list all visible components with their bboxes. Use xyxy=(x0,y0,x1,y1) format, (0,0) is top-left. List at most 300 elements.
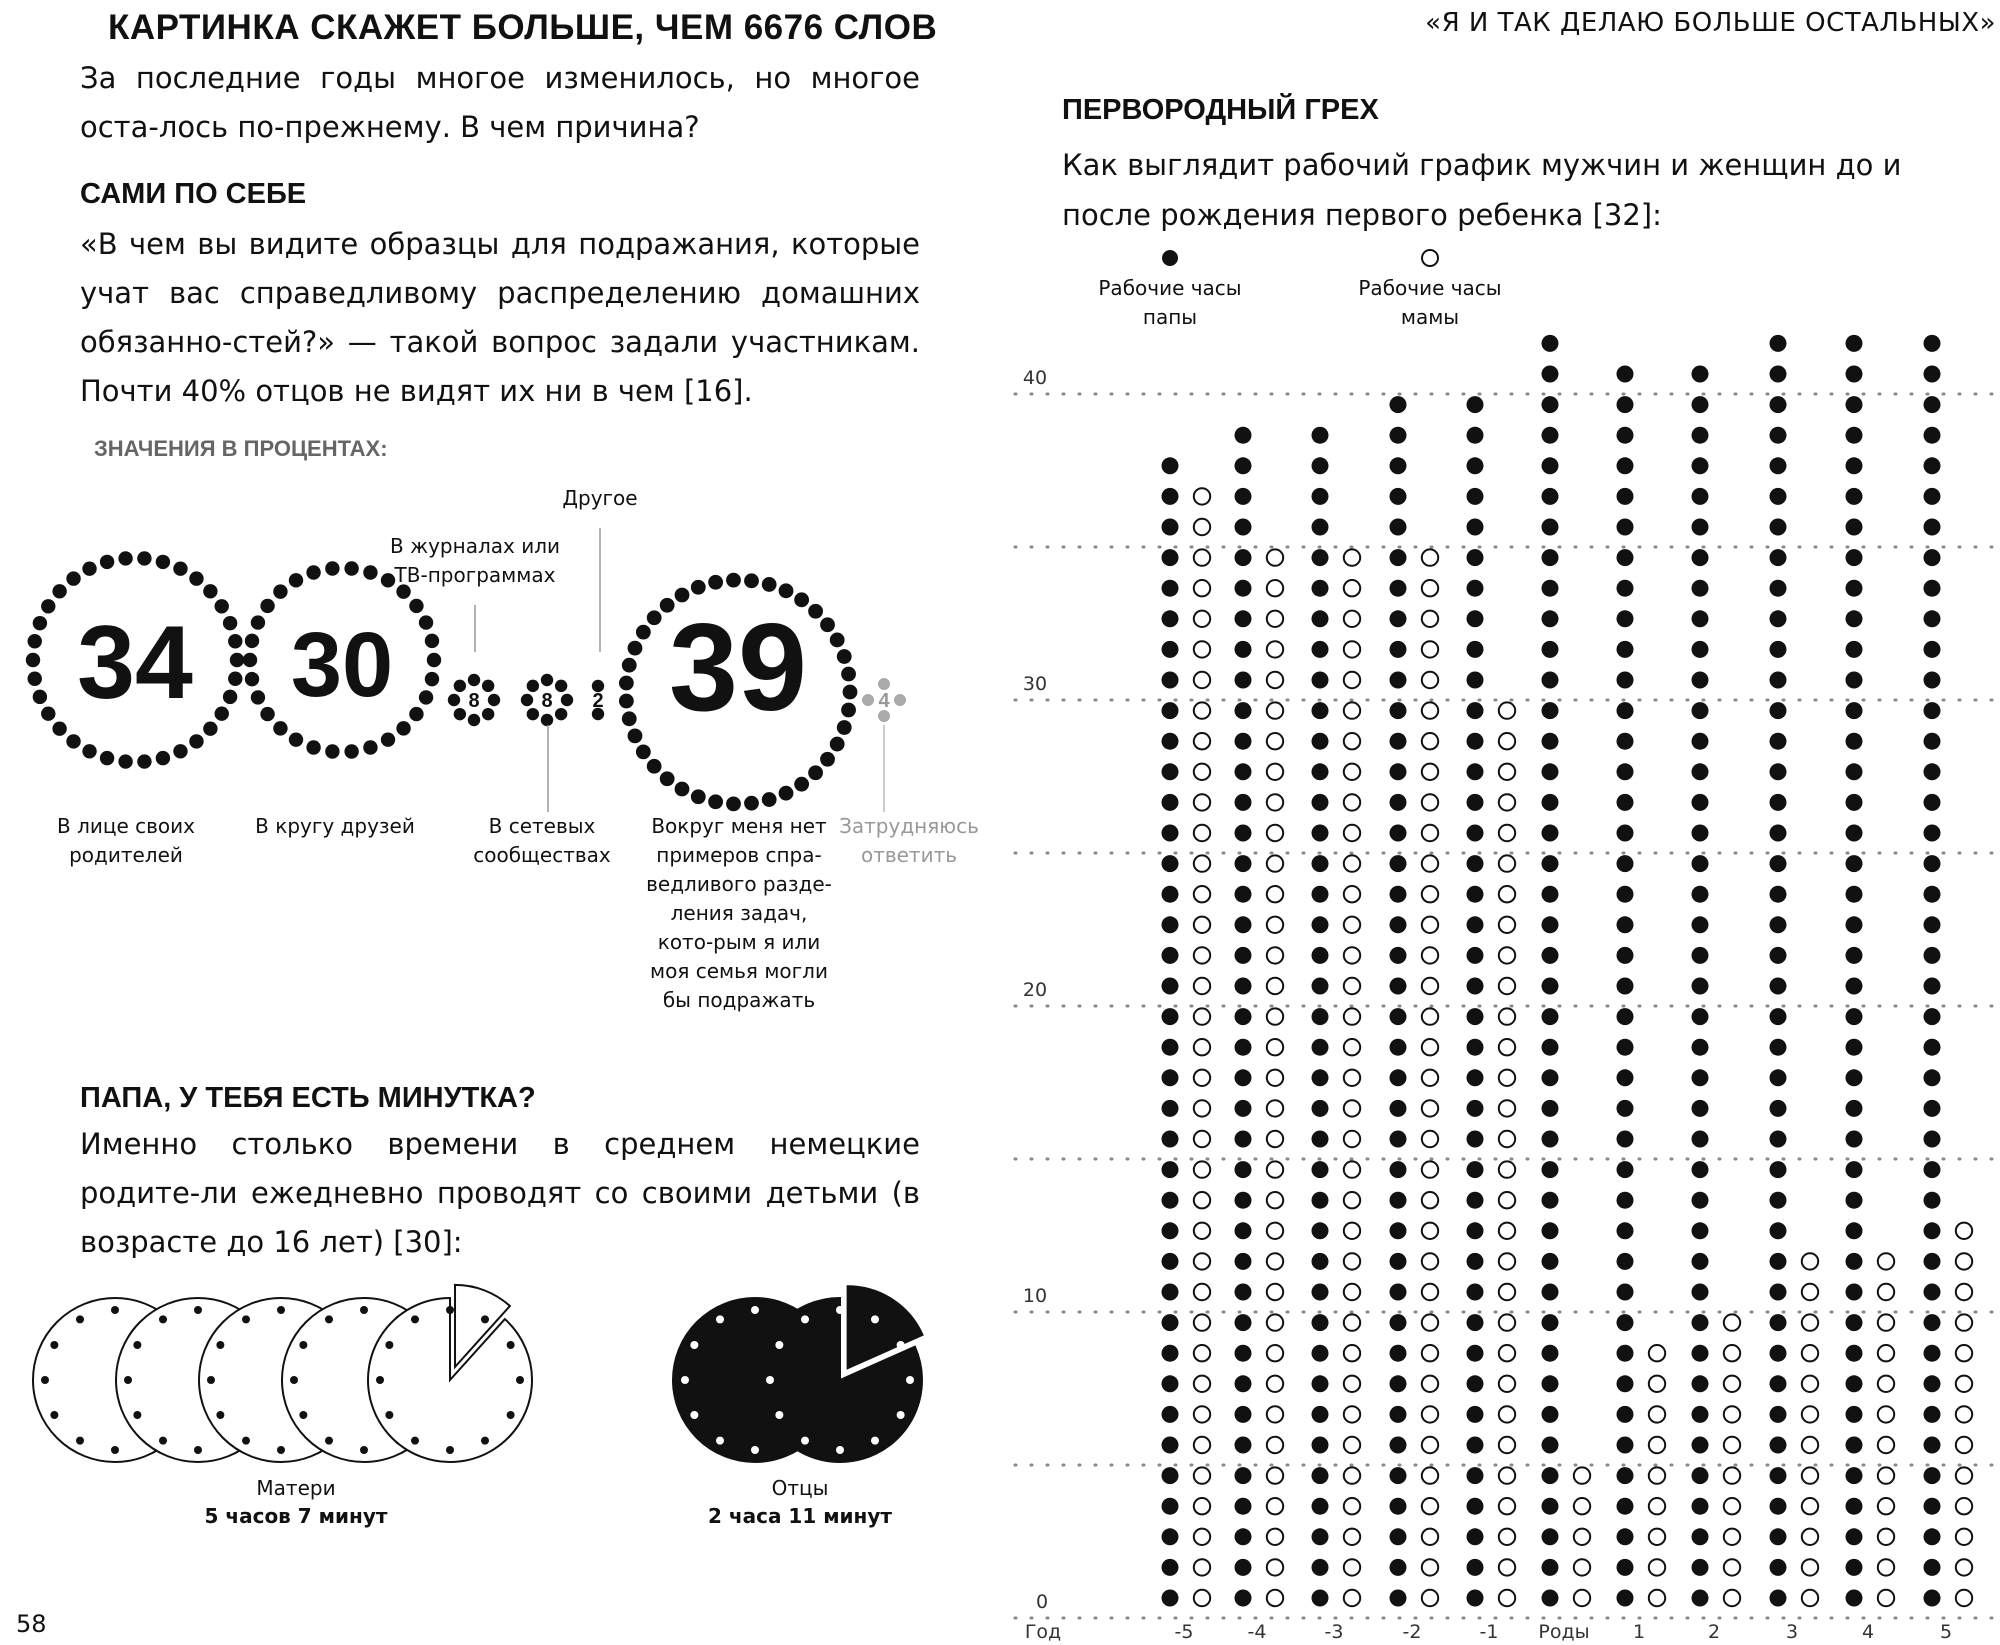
mother-hour-dot xyxy=(1194,580,1210,596)
father-hour-dot xyxy=(1542,886,1559,903)
x-tick-label: -2 xyxy=(1402,1621,1422,1643)
clock-tick xyxy=(507,1411,515,1419)
x-tick-label: -5 xyxy=(1174,1621,1194,1643)
father-hour-dot xyxy=(1692,947,1709,964)
father-hour-dot xyxy=(1846,1253,1863,1270)
clock-tick xyxy=(766,1376,774,1384)
father-hour-dot xyxy=(1235,794,1252,811)
father-hour-dot xyxy=(1467,794,1484,811)
father-hour-dot xyxy=(1924,763,1941,780)
father-hour-dot xyxy=(1924,427,1941,444)
father-hour-dot xyxy=(1467,947,1484,964)
mother-hour-dot xyxy=(1724,1559,1740,1575)
father-hour-dot xyxy=(1846,396,1863,413)
mother-hour-dot xyxy=(1267,1498,1283,1514)
mother-hour-dot xyxy=(1344,1529,1360,1545)
ring-dot xyxy=(622,711,637,726)
father-hour-dot xyxy=(1692,1590,1709,1607)
mother-hour-dot xyxy=(1194,611,1210,627)
mother-hour-dot xyxy=(1878,1467,1894,1483)
father-hour-dot xyxy=(1162,1314,1179,1331)
ring-dot xyxy=(762,792,777,807)
father-hour-dot xyxy=(1162,1008,1179,1025)
father-hour-dot xyxy=(1924,549,1941,566)
mother-hour-dot xyxy=(1956,1253,1972,1269)
father-hour-dot xyxy=(1692,702,1709,719)
ring-dot xyxy=(878,678,890,690)
father-hour-dot xyxy=(1846,366,1863,383)
mother-hour-dot xyxy=(1499,1590,1515,1606)
father-hour-dot xyxy=(1390,1375,1407,1392)
clock-tick xyxy=(411,1437,419,1445)
mother-hour-dot xyxy=(1422,1192,1438,1208)
father-hour-dot xyxy=(1617,396,1634,413)
ring-dot xyxy=(344,744,358,758)
father-hour-dot xyxy=(1846,519,1863,536)
x-tick-label: -1 xyxy=(1479,1621,1499,1643)
father-hour-dot xyxy=(1924,610,1941,627)
mother-hour-dot xyxy=(1499,1437,1515,1453)
father-hour-dot xyxy=(1162,1590,1179,1607)
ring-dot xyxy=(762,577,777,592)
father-hour-dot xyxy=(1542,1222,1559,1239)
y-tick-label: 10 xyxy=(1022,1285,1048,1307)
mother-hour-dot xyxy=(1499,1529,1515,1545)
mother-hour-dot xyxy=(1422,1529,1438,1545)
value-39: 39 xyxy=(669,599,807,737)
clock-tick xyxy=(124,1376,132,1384)
father-hour-dot xyxy=(1924,1161,1941,1178)
ring-dot xyxy=(251,690,265,704)
clocks-figure xyxy=(0,1280,1000,1480)
mother-hour-dot xyxy=(1422,733,1438,749)
father-hour-dot xyxy=(1467,1406,1484,1423)
ring-dot xyxy=(228,672,242,686)
running-head: «Я И ТАК ДЕЛАЮ БОЛЬШЕ ОСТАЛЬНЫХ» xyxy=(1425,8,1996,38)
father-hour-dot xyxy=(1390,825,1407,842)
ring-dot xyxy=(841,703,856,718)
x-tick-label: Роды xyxy=(1538,1621,1590,1643)
father-hour-dot xyxy=(1390,519,1407,536)
mother-hour-dot xyxy=(1499,733,1515,749)
mother-hour-dot xyxy=(1878,1529,1894,1545)
father-hour-dot xyxy=(1162,672,1179,689)
clock-tick xyxy=(801,1315,809,1323)
ring-dot xyxy=(245,672,259,686)
father-hour-dot xyxy=(1542,1039,1559,1056)
mother-hour-dot xyxy=(1194,549,1210,565)
mother-hour-dot xyxy=(1344,947,1360,963)
clock-tick xyxy=(681,1376,689,1384)
mother-hour-dot xyxy=(1344,1223,1360,1239)
father-hour-dot xyxy=(1467,1437,1484,1454)
mother-hour-dot xyxy=(1956,1406,1972,1422)
father-hour-dot xyxy=(1312,549,1329,566)
father-hour-dot xyxy=(1235,1131,1252,1148)
father-hour-dot xyxy=(1312,1528,1329,1545)
mother-hour-dot xyxy=(1422,580,1438,596)
father-hour-dot xyxy=(1770,1559,1787,1576)
mother-hour-dot xyxy=(1267,1467,1283,1483)
father-hour-dot xyxy=(1312,1467,1329,1484)
ring-dot xyxy=(660,771,675,786)
clock-tick xyxy=(871,1437,879,1445)
father-hour-dot xyxy=(1467,580,1484,597)
father-hour-dot xyxy=(1390,641,1407,658)
ring-dot xyxy=(482,680,494,692)
father-hour-dot xyxy=(1542,1498,1559,1515)
clock-tick xyxy=(690,1341,698,1349)
father-hour-dot xyxy=(1312,1192,1329,1209)
mother-hour-dot xyxy=(1878,1559,1894,1575)
father-hour-dot xyxy=(1390,1284,1407,1301)
father-hour-dot xyxy=(1312,1131,1329,1148)
ring-dot xyxy=(527,708,539,720)
father-hour-dot xyxy=(1770,1222,1787,1239)
mother-hour-dot xyxy=(1267,1008,1283,1024)
father-hour-dot xyxy=(1770,1406,1787,1423)
ring-dot xyxy=(203,722,217,736)
father-hour-dot xyxy=(1390,947,1407,964)
mother-hour-dot xyxy=(1724,1406,1740,1422)
ring-dot xyxy=(843,685,858,700)
father-hour-dot xyxy=(1390,1069,1407,1086)
ring-dot xyxy=(26,653,40,667)
father-hour-dot xyxy=(1542,1375,1559,1392)
father-hour-dot xyxy=(1542,1437,1559,1454)
clock-tick xyxy=(716,1437,724,1445)
father-hour-dot xyxy=(1235,1528,1252,1545)
father-hour-dot xyxy=(1235,978,1252,995)
mother-hour-dot xyxy=(1194,978,1210,994)
father-hour-dot xyxy=(1162,488,1179,505)
father-hour-dot xyxy=(1162,763,1179,780)
father-hour-dot xyxy=(1770,763,1787,780)
father-hour-dot xyxy=(1924,1039,1941,1056)
father-hour-dot xyxy=(1390,1314,1407,1331)
mother-hour-dot xyxy=(1956,1376,1972,1392)
mother-hour-dot xyxy=(1802,1559,1818,1575)
mother-hour-dot xyxy=(1194,1345,1210,1361)
mother-hour-dot xyxy=(1649,1529,1665,1545)
mother-hour-dot xyxy=(1194,917,1210,933)
mother-hour-dot xyxy=(1267,1437,1283,1453)
mother-hour-dot xyxy=(1422,947,1438,963)
ring-dot xyxy=(66,734,80,748)
ring-dot xyxy=(223,690,237,704)
father-hour-dot xyxy=(1846,886,1863,903)
mother-hour-dot xyxy=(1574,1467,1590,1483)
father-hour-dot xyxy=(1162,1284,1179,1301)
father-hour-dot xyxy=(1312,1284,1329,1301)
x-tick-label: -3 xyxy=(1324,1621,1344,1643)
mother-hour-dot xyxy=(1422,611,1438,627)
ring-dot xyxy=(173,744,187,758)
father-hour-dot xyxy=(1467,886,1484,903)
father-hour-dot xyxy=(1542,1161,1559,1178)
ring-dot xyxy=(215,706,229,720)
father-hour-dot xyxy=(1770,1437,1787,1454)
mother-hour-dot xyxy=(1344,1437,1360,1453)
label-networks: В сетевых сообществах xyxy=(473,814,611,867)
father-hour-dot xyxy=(1846,1008,1863,1025)
father-hour-dot xyxy=(1235,1498,1252,1515)
father-hour-dot xyxy=(1924,457,1941,474)
mother-hour-dot xyxy=(1802,1467,1818,1483)
mother-hour-dot xyxy=(1194,1039,1210,1055)
father-hour-dot xyxy=(1542,1345,1559,1362)
clock-tick xyxy=(76,1315,84,1323)
mother-hour-dot xyxy=(1499,1314,1515,1330)
father-hour-dot xyxy=(1467,1100,1484,1117)
ring-dot xyxy=(779,583,794,598)
clock-tick xyxy=(277,1306,285,1314)
mother-hour-dot xyxy=(1649,1376,1665,1392)
mother-hour-dot xyxy=(1499,1284,1515,1300)
father-hour-dot xyxy=(1770,427,1787,444)
father-hour-dot xyxy=(1617,825,1634,842)
clock-tick xyxy=(751,1306,759,1314)
label-other: Другое xyxy=(562,486,638,510)
mother-hour-dot xyxy=(1267,611,1283,627)
ring-dot xyxy=(260,707,274,721)
mother-hour-dot xyxy=(1878,1253,1894,1269)
value-8a: 8 xyxy=(468,690,480,712)
father-hour-dot xyxy=(1390,916,1407,933)
father-hour-dot xyxy=(1162,1039,1179,1056)
father-hour-dot xyxy=(1617,1345,1634,1362)
father-hour-dot xyxy=(1846,916,1863,933)
mother-hour-dot xyxy=(1499,764,1515,780)
ring-dot xyxy=(691,789,706,804)
ring-dot xyxy=(260,599,274,613)
ring-dot xyxy=(622,658,637,673)
father-hour-dot xyxy=(1467,549,1484,566)
ring-dot xyxy=(636,625,651,640)
father-hour-dot xyxy=(1924,1467,1941,1484)
ring-dot xyxy=(647,759,662,774)
mother-hour-dot xyxy=(1267,855,1283,871)
value-4: 4 xyxy=(878,690,890,712)
mother-hour-dot xyxy=(1878,1284,1894,1300)
father-hour-dot xyxy=(1312,519,1329,536)
father-hour-dot xyxy=(1617,427,1634,444)
father-hour-dot xyxy=(1617,1590,1634,1607)
father-hour-dot xyxy=(1390,580,1407,597)
father-hour-dot xyxy=(1692,1528,1709,1545)
mother-hour-dot xyxy=(1878,1498,1894,1514)
father-hour-dot xyxy=(1770,672,1787,689)
father-hour-dot xyxy=(1390,794,1407,811)
mother-hour-dot xyxy=(1956,1223,1972,1239)
mother-hour-dot xyxy=(1267,794,1283,810)
mother-hour-dot xyxy=(1499,1131,1515,1147)
father-hour-dot xyxy=(1924,1131,1941,1148)
father-hour-dot xyxy=(1770,733,1787,750)
father-hour-dot xyxy=(1846,672,1863,689)
father-hour-dot xyxy=(1542,825,1559,842)
clock-tick xyxy=(376,1376,384,1384)
ring-dot xyxy=(118,754,132,768)
father-hour-dot xyxy=(1235,1069,1252,1086)
father-hour-dot xyxy=(1692,549,1709,566)
ring-dot xyxy=(830,633,845,648)
father-hour-dot xyxy=(1692,886,1709,903)
father-hour-dot xyxy=(1467,1559,1484,1576)
clock-tick xyxy=(871,1315,879,1323)
mother-hour-dot xyxy=(1267,1529,1283,1545)
father-hour-dot xyxy=(1312,427,1329,444)
father-hour-dot xyxy=(1390,1192,1407,1209)
fathers-label: Отцы xyxy=(771,1476,829,1500)
ring-dot xyxy=(779,786,794,801)
ring-dot xyxy=(837,720,852,735)
father-hour-dot xyxy=(1617,763,1634,780)
ring-dot xyxy=(245,634,259,648)
mother-hour-dot xyxy=(1194,1590,1210,1606)
father-hour-dot xyxy=(1162,580,1179,597)
clock-tick xyxy=(325,1315,333,1323)
ring-dot xyxy=(156,751,170,765)
father-hour-dot xyxy=(1924,1222,1941,1239)
mother-hour-dot xyxy=(1574,1590,1590,1606)
clock-tick xyxy=(242,1315,250,1323)
mother-hour-dot xyxy=(1422,1284,1438,1300)
label-no-examples: Вокруг меня нет примеров спра-ведливого разде-ления задач, кото-рым я или моя семья могли бы подражать xyxy=(646,814,832,1012)
father-hour-dot xyxy=(1846,947,1863,964)
mother-hour-dot xyxy=(1422,1406,1438,1422)
ring-dot xyxy=(173,561,187,575)
father-hour-dot xyxy=(1162,1131,1179,1148)
clock-tick xyxy=(385,1411,393,1419)
ring-dot xyxy=(228,634,242,648)
father-hour-dot xyxy=(1617,1498,1634,1515)
legend-father-dot xyxy=(1162,250,1178,266)
father-hour-dot xyxy=(1467,1039,1484,1056)
father-hour-dot xyxy=(1924,1559,1941,1576)
ring-dot xyxy=(82,561,96,575)
father-hour-dot xyxy=(1467,1069,1484,1086)
father-hour-dot xyxy=(1542,641,1559,658)
mother-hour-dot xyxy=(1267,886,1283,902)
father-hour-dot xyxy=(1846,1039,1863,1056)
clock-tick xyxy=(836,1306,844,1314)
mother-hour-dot xyxy=(1344,1192,1360,1208)
father-hour-dot xyxy=(1390,1039,1407,1056)
clock-tick xyxy=(690,1411,698,1419)
father-hour-dot xyxy=(1692,366,1709,383)
father-hour-dot xyxy=(1846,580,1863,597)
father-hour-dot xyxy=(1770,978,1787,995)
father-hour-dot xyxy=(1162,1345,1179,1362)
father-hour-dot xyxy=(1617,457,1634,474)
mother-hour-dot xyxy=(1499,1345,1515,1361)
father-hour-dot xyxy=(1692,396,1709,413)
value-8b: 8 xyxy=(541,690,553,712)
father-hour-dot xyxy=(1467,1590,1484,1607)
mother-hour-dot xyxy=(1194,947,1210,963)
father-hour-dot xyxy=(1770,825,1787,842)
father-hour-dot xyxy=(1312,641,1329,658)
father-hour-dot xyxy=(1770,1008,1787,1025)
ring-dot xyxy=(363,740,377,754)
mother-hour-dot xyxy=(1802,1406,1818,1422)
mother-hour-dot xyxy=(1422,978,1438,994)
father-hour-dot xyxy=(1542,947,1559,964)
ring-dot xyxy=(28,672,42,686)
father-hour-dot xyxy=(1235,1039,1252,1056)
mother-hour-dot xyxy=(1194,1437,1210,1453)
father-hour-dot xyxy=(1692,427,1709,444)
ring-dot xyxy=(52,584,66,598)
ring-dot xyxy=(409,599,423,613)
chart-grid xyxy=(1015,394,2000,1618)
father-hour-dot xyxy=(1770,1375,1787,1392)
mother-hour-dot xyxy=(1194,1529,1210,1545)
mother-hour-dot xyxy=(1422,1039,1438,1055)
father-hour-dot xyxy=(1162,1437,1179,1454)
mother-hour-dot xyxy=(1194,825,1210,841)
section-text-sami: «В чем вы видите образцы для подражания, которые учат вас справедливому распределению домашних обязанно-стей?» — такой вопрос задали участникам. Почти 40% отцов не видят их ни в чем [16]. xyxy=(80,227,920,408)
father-hour-dot xyxy=(1162,1498,1179,1515)
father-hour-dot xyxy=(1467,1253,1484,1270)
mother-hour-dot xyxy=(1422,825,1438,841)
ring-dot xyxy=(527,680,539,692)
ring-dot xyxy=(243,653,257,667)
clock-tick xyxy=(277,1446,285,1454)
father-hour-dot xyxy=(1770,1253,1787,1270)
father-hour-dot xyxy=(1162,825,1179,842)
value-30: 30 xyxy=(290,614,394,716)
father-hour-dot xyxy=(1692,1222,1709,1239)
father-hour-dot xyxy=(1846,1161,1863,1178)
father-hour-dot xyxy=(1542,763,1559,780)
father-hour-dot xyxy=(1692,610,1709,627)
mother-hour-dot xyxy=(1724,1590,1740,1606)
mother-hour-dot xyxy=(1574,1559,1590,1575)
father-hour-dot xyxy=(1692,733,1709,750)
mother-hour-dot xyxy=(1422,1314,1438,1330)
mother-hour-dot xyxy=(1422,1437,1438,1453)
ring-dot xyxy=(189,734,203,748)
mother-hour-dot xyxy=(1267,1161,1283,1177)
mother-hour-dot xyxy=(1499,886,1515,902)
father-hour-dot xyxy=(1235,519,1252,536)
father-hour-dot xyxy=(1235,1253,1252,1270)
mother-hour-dot xyxy=(1267,641,1283,657)
father-hour-dot xyxy=(1312,672,1329,689)
mother-hour-dot xyxy=(1422,1131,1438,1147)
father-hour-dot xyxy=(1542,396,1559,413)
father-hour-dot xyxy=(1390,855,1407,872)
father-hour-dot xyxy=(1542,702,1559,719)
mother-hour-dot xyxy=(1802,1529,1818,1545)
father-hour-dot xyxy=(1390,1253,1407,1270)
mother-hour-dot xyxy=(1194,641,1210,657)
mother-hour-dot xyxy=(1802,1314,1818,1330)
father-hour-dot xyxy=(1390,672,1407,689)
ring-dot xyxy=(708,575,723,590)
father-hour-dot xyxy=(1467,457,1484,474)
father-hour-dot xyxy=(1770,916,1787,933)
father-hour-dot xyxy=(1770,396,1787,413)
clock-tick xyxy=(906,1376,914,1384)
father-hour-dot xyxy=(1770,580,1787,597)
father-hour-dot xyxy=(1162,1375,1179,1392)
clock-tick xyxy=(194,1446,202,1454)
father-hour-dot xyxy=(1770,886,1787,903)
father-hour-dot xyxy=(1390,1161,1407,1178)
